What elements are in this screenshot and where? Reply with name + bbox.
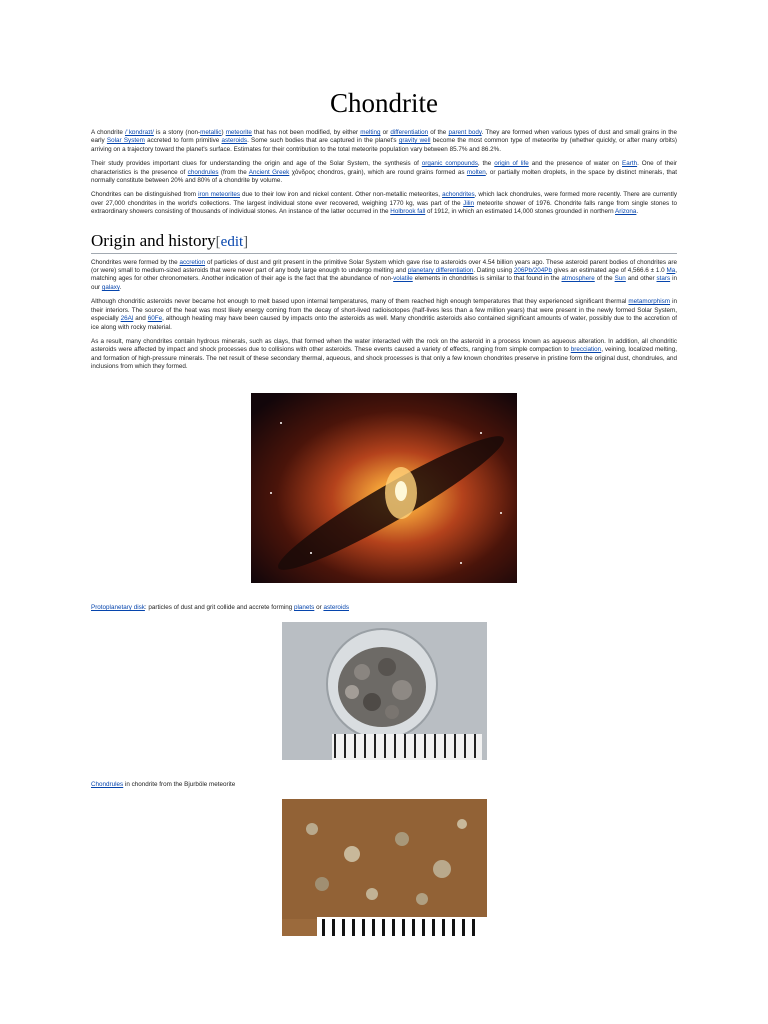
paragraph	[91, 338, 677, 372]
wiki-link[interactable]: molten	[466, 168, 486, 176]
wiki-link[interactable]: /ˈkɒndraɪt/	[125, 129, 154, 136]
text-run: , matching ages for other chronometers. Another indication of their age is the fact that the abundance of non-	[91, 267, 677, 283]
wiki-link[interactable]: differentiation	[390, 129, 429, 136]
paragraph	[91, 160, 677, 185]
wiki-link[interactable]: parent body	[448, 129, 482, 136]
protoplanetary-disk-image[interactable]	[251, 393, 517, 583]
wiki-link[interactable]: Ancient Greek	[248, 168, 290, 176]
wiki-link[interactable]: 206Pb/204Pb	[513, 267, 553, 275]
wiki-link[interactable]: asteroids	[221, 137, 248, 145]
wiki-link[interactable]: stars	[656, 275, 671, 283]
text-run: (from the	[218, 168, 249, 176]
text-run: of 1912, in which an estimated 14,000 stones grounded in northern	[425, 208, 616, 216]
wiki-link[interactable]: brecciation	[570, 346, 602, 354]
text-run: A chondrite	[91, 129, 125, 136]
text-run: meteorite shower of 1976. Chondrite falls range from single stones to extraordinary showers consisting of thousands of individual stones. An instance of the latter occurred in the	[91, 199, 677, 216]
figure-caption	[91, 604, 611, 612]
wiki-link[interactable]: 60Fe	[147, 315, 163, 323]
paragraph	[91, 191, 677, 216]
wiki-link[interactable]: planets	[294, 604, 315, 611]
text-run: . One of their characteristics is the presence of	[91, 160, 677, 176]
edit-bracket-close: ]	[243, 233, 249, 250]
text-run: .	[636, 208, 639, 216]
paragraph	[91, 129, 677, 154]
edit-bracket-open: [	[215, 233, 221, 250]
page-title: Chondrite	[330, 88, 438, 118]
wiki-link[interactable]: volatile	[393, 275, 413, 283]
text-run: of particles of dust and grit present in the primitive Solar System which gave rise to asteroids over 4.54 billion years ago. These asteroid parent bodies of chondrites are (or were) small to medium-sized asteroids that were never part of any body large enough to undergo melting and	[91, 258, 677, 275]
wiki-link[interactable]: melting	[360, 129, 381, 136]
text-run: of the	[594, 275, 615, 283]
wiki-link[interactable]: Ma	[666, 267, 676, 275]
wiki-link[interactable]: 26Al	[120, 315, 134, 323]
text-run: is a stony (non-	[153, 129, 201, 136]
text-run: Chondrites were formed by the	[91, 258, 180, 266]
wiki-link[interactable]: asteroids	[323, 604, 349, 611]
wiki-link[interactable]: Earth	[622, 160, 638, 168]
text-run: . They are formed when various types of dust and small grains in the early	[91, 129, 677, 145]
edit-link[interactable]: edit	[220, 233, 244, 250]
text-run: and	[133, 315, 148, 323]
wiki-link[interactable]: iron meteorites	[198, 191, 240, 199]
paragraph	[91, 259, 677, 293]
history-section	[91, 259, 677, 372]
wiki-link[interactable]: Jilin	[463, 199, 475, 207]
text-run: χόνδρος chondros, grain), which are round grains formed as	[289, 168, 467, 176]
chondrite-section-image[interactable]	[282, 799, 487, 936]
text-run: : particles of dust and grit collide and accrete forming	[144, 604, 295, 611]
wiki-link[interactable]: Protoplanetary disk	[91, 604, 145, 611]
text-run: gives an estimated age of 4,566.6 ± 1.0	[552, 267, 667, 275]
text-run: , which lack chondrules, were formed more recently. There are currently over 27,000 chondrites in the world's collections. The largest individual stone ever recovered, weighing 1770 kg, was part of the	[91, 191, 677, 207]
text-run: become the most common type of meteorite by (whether quickly, or after many orbits) arriving on a trajectory toward the planet's surface. Estimates for their contribution to the total meteorite population vary between 85.7% and 86.2%.	[91, 137, 677, 153]
text-run: , although heating may have been caused by impacts onto the asteroids as well. Many chondritic asteroids also contained significant amounts of water, possibly due to the accretion of ice along with rocky material.	[91, 315, 678, 331]
text-run: . Some such bodies that are captured in the planet's	[247, 137, 399, 145]
wiki-link[interactable]: Chondrules	[91, 781, 124, 788]
wiki-link[interactable]: Sun	[614, 275, 626, 283]
paragraph	[91, 298, 677, 332]
text-run: . Dating using	[473, 267, 514, 275]
wiki-link[interactable]: achondrites	[442, 191, 475, 199]
wiki-link[interactable]: Holbrook fall	[390, 208, 426, 216]
intro-section	[91, 129, 677, 217]
text-run: in our	[91, 275, 677, 291]
text-run: , the	[477, 160, 495, 168]
wiki-link[interactable]: Solar System	[106, 137, 145, 145]
text-run: and other	[625, 275, 657, 283]
text-run: of the	[428, 129, 449, 136]
text-run: Chondrites can be distinguished from	[91, 191, 199, 199]
text-run: As a result, many chondrites contain hydrous minerals, such as clays, that formed when the water interacted with the rock on the asteroid in a process known as aqueous alteration. In addition, all chondritic asteroids were affected by impact and shock processes due to collisions with other asteroids. These events caused a variety of effects, ranging from simple compaction to	[91, 337, 677, 354]
wiki-link[interactable]: planetary differentiation	[407, 267, 474, 275]
wiki-link[interactable]: meteorite	[225, 129, 252, 136]
text-run: that has not been modified, by either	[251, 129, 361, 136]
wiki-link[interactable]: atmosphere	[561, 275, 595, 283]
text-run: or	[380, 129, 391, 136]
text-run: accreted to form primitive	[144, 137, 222, 145]
section-heading-text: Origin and history	[91, 230, 216, 250]
text-run: .	[119, 283, 122, 291]
text-run: in chondrite from the Bjurböle meteorite	[123, 781, 236, 788]
section-heading	[91, 231, 677, 254]
chondrules-dish-image[interactable]	[282, 622, 487, 760]
wiki-link[interactable]: Arizona	[615, 208, 637, 216]
text-run: and the presence of water on	[528, 160, 623, 168]
text-run: in their interiors. The source of the heat was most likely energy coming from the decay of short-lived radioisotopes (half-lives less than a few million years) that were present in the newly formed Solar System, especially	[91, 298, 677, 323]
figure-caption	[91, 781, 611, 789]
wiki-link[interactable]: galaxy	[101, 283, 120, 291]
text-run: Although chondritic asteroids never became hot enough to melt based upon internal temperatures, many of them reached high enough temperatures that they experienced significant thermal	[91, 298, 629, 306]
text-run: )	[221, 129, 226, 136]
text-run: due to their low iron and nickel content. Other non-metallic meteorites,	[240, 191, 443, 199]
text-run: elements in chondrites is similar to that found in the	[412, 275, 562, 283]
wiki-link[interactable]: metallic	[200, 129, 222, 136]
wiki-link[interactable]: accretion	[179, 258, 206, 266]
wiki-link[interactable]: metamorphism	[628, 298, 671, 306]
wiki-link[interactable]: chondrules	[187, 168, 219, 176]
wiki-link[interactable]: gravity well	[398, 137, 431, 145]
text-run: Their study provides important clues for understanding the origin and age of the Solar System, the synthesis of	[91, 160, 422, 168]
article	[91, 80, 677, 378]
text-run: or	[314, 604, 324, 611]
text-run: , or partially molten droplets, in the space by distinct minerals, that normally constitute between 20% and 80% of a chondrite by volume.	[91, 168, 677, 185]
wiki-link[interactable]: organic compounds	[421, 160, 478, 168]
text-run: , veining, localized melting, and formation of high-pressure minerals. The net result of these secondary thermal, aqueous, and shock processes is that only a few known chondrites preserve in pristine form the original dust, chondrules, and inclusions from which they formed.	[91, 346, 677, 371]
wiki-link[interactable]: origin of life	[494, 160, 529, 168]
